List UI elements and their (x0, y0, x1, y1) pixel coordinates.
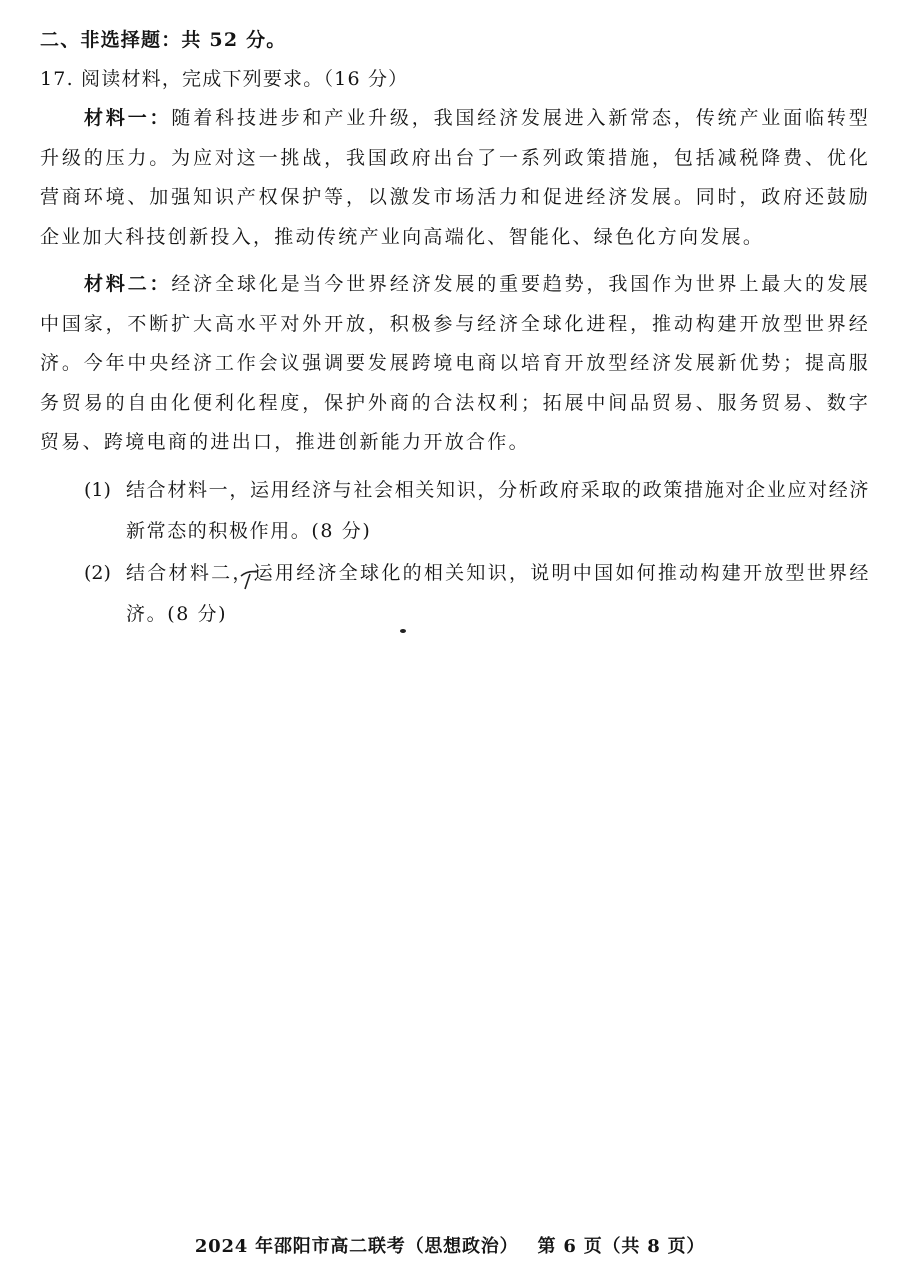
material-one (40, 99, 870, 257)
sub-question-1 (84, 470, 870, 552)
material-one-label: 材料一： (84, 107, 172, 129)
footer-exam-title: 2024 年邵阳市高二联考（思想政治） (194, 1236, 519, 1257)
material-two (40, 265, 870, 463)
pen-stroke-mark (238, 566, 260, 592)
sub-question-2-text: 结合材料二，运用经济全球化的相关知识，说明中国如何推动构建开放型世界经济。(8 分) (126, 562, 870, 625)
sub-question-1-text: 结合材料一，运用经济与社会相关知识，分析政府采取的政策措施对企业应对经济新常态的积极作用。(8 分) (126, 479, 870, 542)
footer-page-info: 第 6 页（共 8 页） (537, 1236, 706, 1257)
material-two-text: 经济全球化是当今世界经济发展的重要趋势，我国作为世界上最大的发展中国家，不断扩大高水平对外开放，积极参与经济全球化进程，推动构建开放型世界经济。今年中央经济工作会议强调要发展跨境电商以培育开放型经济发展新优势；提高服务贸易的自由化便利化程度，保护外商的合法权利；拓展中间品贸易、服务贸易、数字贸易、跨境电商的进出口，推进创新能力开放合作。 (40, 273, 871, 453)
sub-question-2-number: (2) (84, 562, 111, 584)
page-footer (0, 1232, 900, 1258)
sub-question-1-number: (1) (84, 479, 111, 501)
ink-dot (399, 628, 407, 634)
material-one-text: 随着科技进步和产业升级，我国经济发展进入新常态，传统产业面临转型升级的压力。为应对这一挑战，我国政府出台了一系列政策措施，包括减税降费、优化营商环境、加强知识产权保护等，以激发市场活力和促进经济发展。同时，政府还鼓励企业加大科技创新投入，推动传统产业向高端化、智能化、绿色化方向发展。 (40, 107, 871, 248)
sub-question-2 (84, 553, 870, 635)
material-two-label: 材料二： (84, 273, 172, 295)
section-heading: 二、非选择题：共 52 分。 (40, 29, 287, 51)
question-title: 17. 阅读材料，完成下列要求。（16 分） (40, 68, 409, 90)
